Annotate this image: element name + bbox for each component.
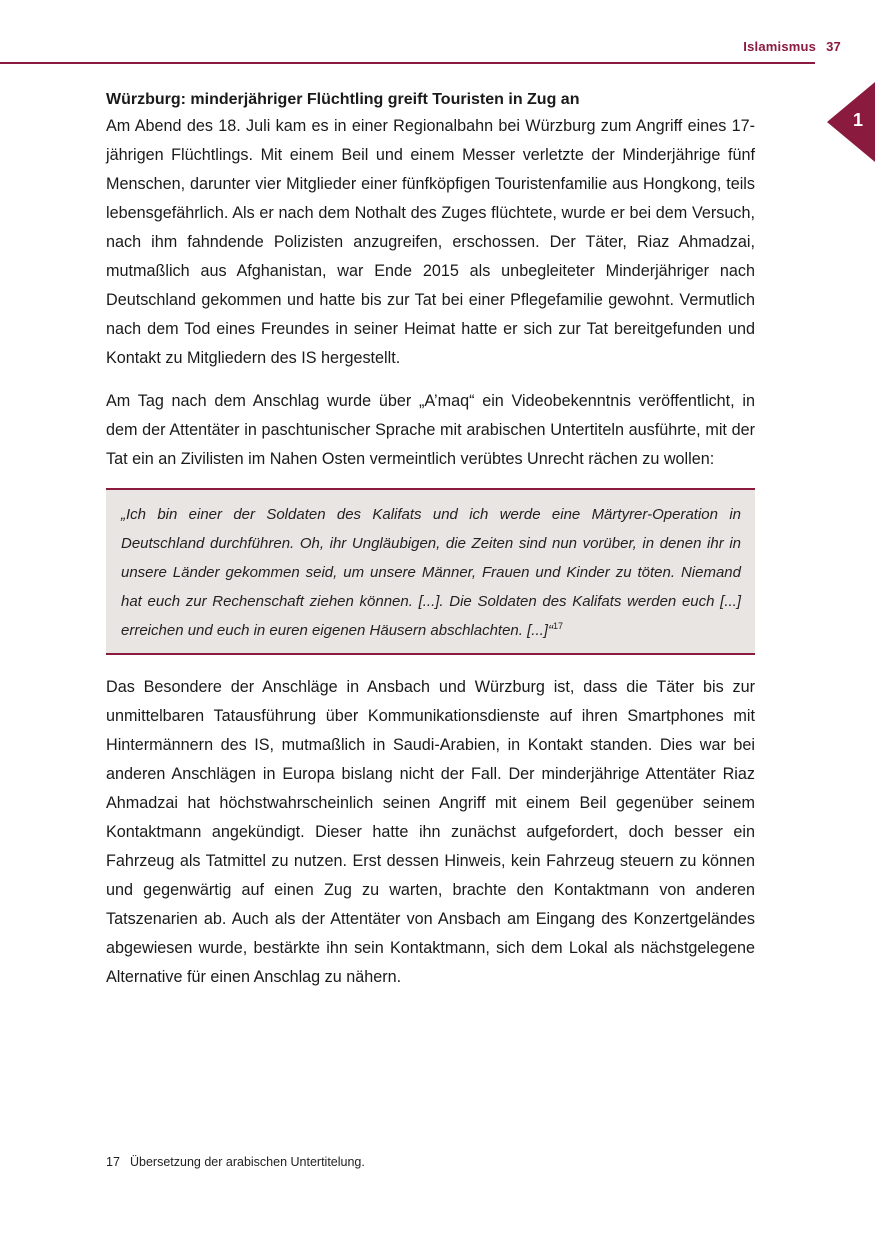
- running-head: [743, 39, 841, 54]
- section-title: Islamismus: [743, 39, 817, 54]
- chapter-number: 1: [852, 110, 863, 130]
- quote-box: [106, 488, 755, 655]
- main-content: [106, 87, 755, 1006]
- chapter-tab: [827, 82, 875, 162]
- quote-body: „Ich bin einer der Soldaten des Kalifats und ich werde eine Märtyrer-Operation in Deutschland durchführen. Oh, ihr Ungläubigen, die Zeiten sind nun vorüber, in denen ihr in unsere Länder gekommen seid, um unsere Männer, Frauen und Kinder zu töten. Niemand hat euch zur Rechenschaft ziehen können. [...]. Die Soldaten des Kalifats werden euch [...] erreichen und euch in euren eigenen Häusern abschlachten. [...]“: [121, 506, 741, 639]
- page-number: 37: [826, 39, 841, 54]
- footnote-ref[interactable]: 17: [552, 621, 563, 631]
- paragraph-3: Das Besondere der Anschläge in Ansbach und Würzburg ist, dass die Täter bis zur unmittelbaren Tatausführung über Kommunikationsdienste auf ihren Smartphones mit Hintermännern des IS, mutmaßlich in Saudi-Arabien, in Kontakt standen. Dies war bei anderen Anschlägen in Europa bislang nicht der Fall. Der minderjährige Attentäter Riaz Ahmadzai hat höchstwahrscheinlich seinen Angriff mit einem Beil gegenüber seinem Kontaktmann angekündigt. Dieser hatte ihn zunächst aufgefordert, doch besser ein Fahrzeug als Tatmittel zu nutzen. Erst dessen Hinweis, kein Fahrzeug steuern zu können und gegenwärtig auf einen Zug zu warten, brachte den Kontaktmann von anderen Tatszenarien ab. Auch als der Attentäter von Ansbach am Eingang des Konzertgeländes abgewiesen wurde, bestärkte ihn sein Kontaktmann, sich dem Lokal als nächstgelegene Alternative für einen Anschlag zu nähern.: [106, 678, 755, 986]
- header-rule: [0, 62, 815, 64]
- quote-text: [121, 500, 741, 645]
- footnote-number: 17: [106, 1155, 120, 1169]
- footnote-text: Übersetzung der arabischen Untertitelung.: [130, 1155, 365, 1169]
- footnote: [106, 1153, 755, 1171]
- section-heading: Würzburg: minderjähriger Flüchtling greift Touristen in Zug an: [106, 91, 580, 108]
- paragraph-1: Am Abend des 18. Juli kam es in einer Regionalbahn bei Würzburg zum Angriff eines 17-jährigen Flüchtlings. Mit einem Beil und einem Messer verletzte der Minderjährige fünf Menschen, darunter vier Mitglieder einer fünfköpfigen Touristenfamilie aus Hongkong, teils lebensgefährlich. Als er nach dem Nothalt des Zuges flüchtete, wurde er bei dem Versuch, nach ihm fahndende Polizisten anzugreifen, erschossen. Der Täter, Riaz Ahmadzai, mutmaßlich aus Afghanistan, war Ende 2015 als unbegleiteter Minderjähriger nach Deutschland gekommen und hatte bis zur Tat bei einer Pflegefamilie gewohnt. Vermutlich nach dem Tod eines Freundes in seiner Heimat hatte er sich zur Tat bereitgefunden und Kontakt zu Mitgliedern des IS hergestellt.: [106, 117, 755, 367]
- paragraph-2: Am Tag nach dem Anschlag wurde über „A’maq“ ein Videobekenntnis veröffentlicht, in dem der Attentäter in paschtunischer Sprache mit arabischen Untertiteln ausführte, mit der Tat ein an Zivilisten im Nahen Osten vermeintlich verübtes Unrecht rächen zu wollen:: [106, 392, 755, 468]
